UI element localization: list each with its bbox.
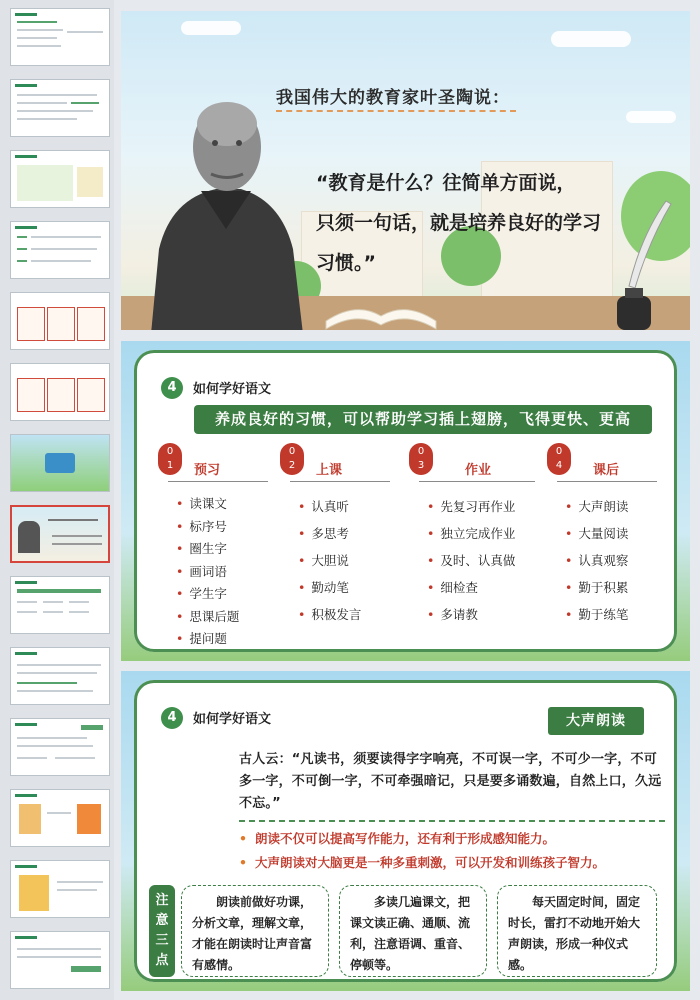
note-card: 多读几遍课文，把课文读正确、通顺、流利，注意语调、重音、停顿等。 — [339, 885, 487, 977]
habit-banner: 养成良好的习惯，可以帮助学习插上翅膀，飞得更快、更高 — [194, 405, 652, 434]
quote-line: 习惯。” — [316, 252, 376, 274]
section-number-badge: 4 — [161, 377, 183, 399]
slide-thumbnail-13[interactable] — [10, 860, 110, 918]
list-item: • 先复习再作业 — [427, 493, 515, 520]
list-item: • 多请教 — [427, 601, 515, 628]
slide-thumbnail-5[interactable] — [10, 292, 110, 350]
list-item: • 读课文 — [176, 493, 239, 516]
list-item: • 画词语 — [176, 561, 239, 584]
slide-study-habits[interactable] — [121, 341, 690, 661]
slide-thumbnail-1[interactable] — [10, 8, 110, 66]
slide-thumbnail-7[interactable] — [10, 434, 110, 492]
column-title: 预习 — [194, 463, 221, 478]
section-number-badge: 4 — [161, 707, 183, 729]
list-item: • 积极发言 — [298, 601, 361, 628]
benefit-item: • 朗读不仅可以提高写作能力，还有利于形成感知能力。 — [239, 827, 605, 851]
list-item: • 勤于练笔 — [565, 601, 628, 628]
list-item: • 大声朗读 — [565, 493, 628, 520]
section-title: 如何学好语文 — [193, 382, 272, 397]
column-title: 课后 — [593, 463, 620, 478]
note-card: 朗读前做好功课，分析文章，理解文章，才能在朗读时让声音富有感情。 — [181, 885, 329, 977]
list-item: • 及时、认真做 — [427, 547, 515, 574]
slide-thumbnail-6[interactable] — [10, 363, 110, 421]
slide-thumbnail-9[interactable] — [10, 576, 110, 634]
topic-tag: 大声朗读 — [548, 707, 644, 735]
list-item: • 大胆说 — [298, 547, 361, 574]
slide-thumbnail-4[interactable] — [10, 221, 110, 279]
portrait-photo — [141, 79, 311, 330]
quote-text — [316, 163, 636, 283]
slide-thumbnail-8[interactable] — [10, 505, 110, 563]
column-title: 作业 — [465, 463, 492, 478]
list-item: • 标序号 — [176, 516, 239, 539]
list-item: • 提问题 — [176, 628, 239, 651]
open-book-illustration — [321, 281, 441, 330]
list-item: • 多思考 — [298, 520, 361, 547]
slide-thumbnail-11[interactable] — [10, 718, 110, 776]
column-number-badge: 0 2 — [280, 443, 304, 475]
quote-line: 只须一句话，就是培养良好的学习 — [316, 212, 602, 234]
column-number-badge: 0 1 — [158, 443, 182, 475]
slide-thumbnail-panel[interactable] — [0, 0, 114, 1000]
content-card — [134, 680, 677, 982]
slide-thumbnail-3[interactable] — [10, 150, 110, 208]
title-underline — [276, 110, 516, 112]
slide-thumbnail-14[interactable] — [10, 931, 110, 989]
list-item: • 学生字 — [176, 583, 239, 606]
list-item: • 圈生字 — [176, 538, 239, 561]
notes-label: 注 意 三 点 — [149, 885, 175, 977]
column-list — [427, 493, 515, 628]
column-number-badge: 0 4 — [547, 443, 571, 475]
column-number-badge: 0 3 — [409, 443, 433, 475]
list-item: • 勤于积累 — [565, 574, 628, 601]
benefit-item: • 大声朗读对大脑更是一种多重刺激，可以开发和训练孩子智力。 — [239, 851, 605, 875]
content-card — [134, 350, 677, 652]
note-card: 每天固定时间，固定时长，雷打不动地开始大声朗读，形成一种仪式感。 — [497, 885, 657, 977]
column-list — [565, 493, 628, 628]
quote-line: “教育是什么？往简单方面说， — [316, 172, 576, 194]
column-title: 上课 — [316, 463, 343, 478]
list-item: • 勤动笔 — [298, 574, 361, 601]
section-title: 如何学好语文 — [193, 712, 272, 727]
quill-ink-illustration — [591, 196, 681, 330]
list-item: • 认真观察 — [565, 547, 628, 574]
slide-read-aloud[interactable] — [121, 671, 690, 991]
benefit-list — [239, 827, 605, 875]
slide-title: 我国伟大的教育家叶圣陶说： — [276, 88, 510, 108]
list-item: • 大量阅读 — [565, 520, 628, 547]
column-list — [176, 493, 239, 651]
dashed-separator — [239, 820, 665, 822]
slide-thumbnail-2[interactable] — [10, 79, 110, 137]
quote-paragraph: 古人云：“凡读书，须要读得字字响亮，不可误一字，不可少一字，不可多一字，不可倒一字，不可牵强暗记，只是要多诵数遍，自然上口，久远不忘。” — [239, 752, 662, 811]
list-item: • 独立完成作业 — [427, 520, 515, 547]
list-item: • 细检查 — [427, 574, 515, 601]
column-list — [298, 493, 361, 628]
slide-quote[interactable] — [121, 11, 690, 330]
list-item: • 认真听 — [298, 493, 361, 520]
slide-thumbnail-10[interactable] — [10, 647, 110, 705]
slide-thumbnail-12[interactable] — [10, 789, 110, 847]
list-item: • 思课后题 — [176, 606, 239, 629]
